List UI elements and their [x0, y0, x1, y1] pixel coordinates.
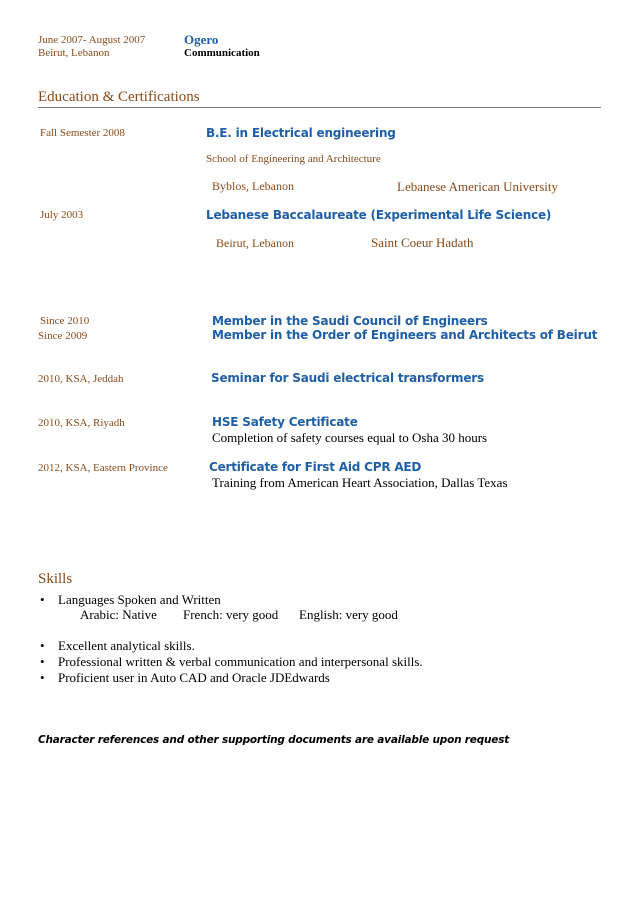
- job-company: Ogero: [184, 32, 219, 47]
- edu-institution-2: Saint Coeur Hadath: [371, 235, 474, 250]
- footer-note: Character references and other supporting documents are available upon request: [38, 734, 510, 746]
- section-divider: [38, 107, 601, 108]
- cert-title-3: Certificate for First Aid CPR AED: [209, 460, 422, 474]
- cert-date-3: 2012, KSA, Eastern Province: [38, 462, 168, 474]
- edu-location-1: Byblos, Lebanon: [212, 179, 294, 193]
- skill-item-3: Proficient user in Auto CAD and Oracle JDEdwards: [58, 670, 330, 685]
- job-dates: June 2007- August 2007: [38, 34, 146, 46]
- cert-title-2: HSE Safety Certificate: [212, 415, 358, 429]
- language-french: French: very good: [183, 607, 279, 622]
- membership-date-1: Since 2010: [40, 315, 90, 327]
- skills-heading: Skills: [38, 571, 73, 587]
- bullet-icon: •: [40, 638, 45, 653]
- cert-date-1: 2010, KSA, Jeddah: [38, 373, 124, 385]
- edu-institution-1: Lebanese American University: [397, 179, 558, 194]
- bullet-icon: •: [40, 592, 45, 607]
- membership-date-2: Since 2009: [38, 330, 88, 342]
- education-heading: Education & Certifications: [38, 89, 200, 105]
- edu-date-2: July 2003: [40, 209, 84, 221]
- skill-item-2: Professional written & verbal communication and interpersonal skills.: [58, 654, 423, 669]
- edu-degree-2: Lebanese Baccalaureate (Experimental Life Science): [206, 208, 552, 222]
- membership-title-1: Member in the Saudi Council of Engineers: [212, 314, 488, 328]
- edu-school-1: School of Engineering and Architecture: [206, 153, 381, 165]
- cert-date-2: 2010, KSA, Riyadh: [38, 417, 125, 429]
- edu-location-2: Beirut, Lebanon: [216, 236, 294, 250]
- language-arabic: Arabic: Native: [80, 607, 157, 622]
- cert-detail-2: Completion of safety courses equal to Osha 30 hours: [212, 430, 488, 445]
- skill-item-1: Excellent analytical skills.: [58, 638, 195, 653]
- cert-detail-3: Training from American Heart Association, Dallas Texas: [212, 475, 508, 490]
- bullet-icon: •: [40, 670, 45, 685]
- job-field: Communication: [184, 47, 260, 59]
- language-english: English: very good: [299, 607, 398, 622]
- edu-date-1: Fall Semester 2008: [40, 127, 125, 139]
- job-location: Beirut, Lebanon: [38, 47, 110, 59]
- skill-languages-heading: Languages Spoken and Written: [58, 592, 221, 607]
- membership-title-2: Member in the Order of Engineers and Architects of Beirut: [212, 328, 598, 342]
- cert-title-1: Seminar for Saudi electrical transformers: [211, 371, 484, 385]
- edu-degree-1: B.E. in Electrical engineering: [206, 126, 396, 140]
- bullet-icon: •: [40, 654, 45, 669]
